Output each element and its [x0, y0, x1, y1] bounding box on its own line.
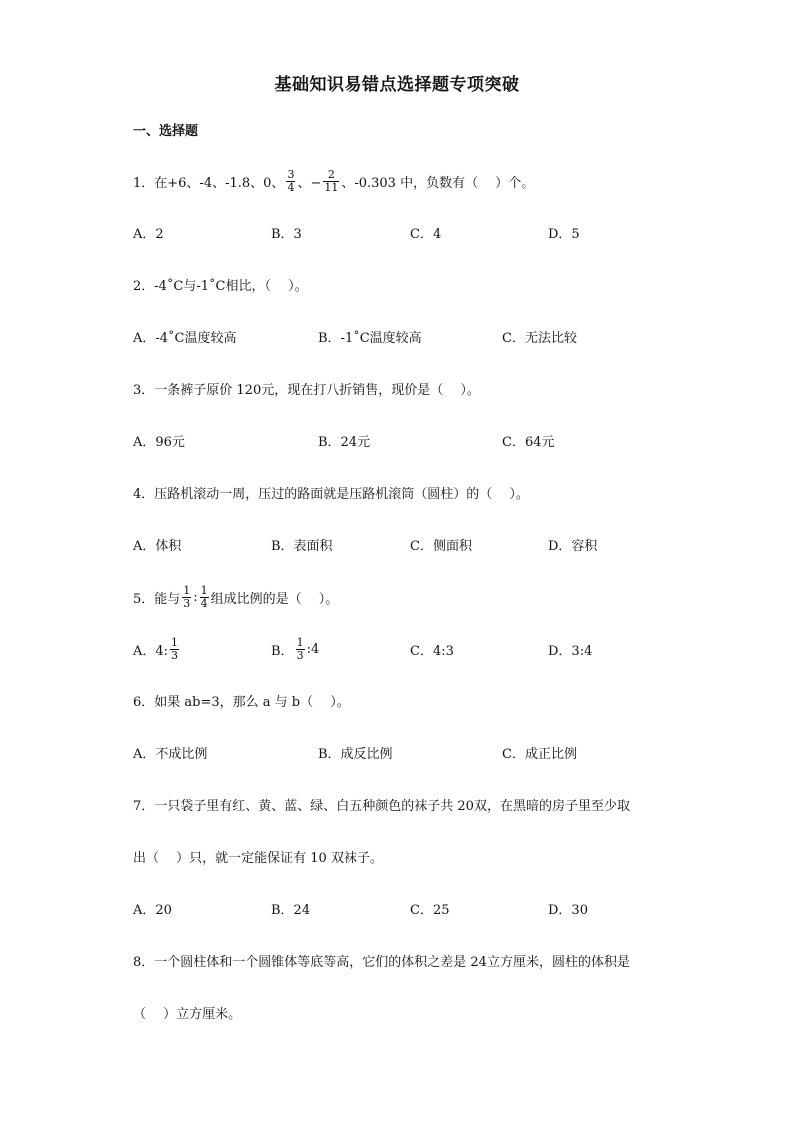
question-6-options — [133, 740, 693, 764]
fraction-2-11: $\frac{2}{11}$ — [324, 167, 339, 194]
fraction-3-4: $\frac{3}{4}$ — [287, 167, 295, 194]
q1-option-d[interactable]: D．5 — [548, 226, 580, 242]
q5-option-c[interactable]: C．4:3 — [410, 643, 454, 659]
page-title: 基础知识易错点选择题专项突破 — [274, 75, 520, 95]
question-4: 4．压路机滚动一周，压过的路面就是压路机滚筒（圆柱）的（ ）。 — [133, 486, 529, 502]
q2-option-c[interactable]: C．无法比较 — [502, 330, 577, 346]
question-8-line-2: （ ）立方厘米。 — [133, 1006, 242, 1022]
q6-option-b[interactable]: B．成反比例 — [318, 746, 393, 762]
q5-option-d[interactable]: D．3:4 — [548, 643, 593, 659]
q7-option-c[interactable]: C．25 — [410, 902, 450, 918]
q1-option-c[interactable]: C．4 — [410, 226, 442, 242]
fraction-1-3: $\frac{1}{3}$ — [296, 635, 304, 662]
question-5-options — [133, 634, 693, 664]
q5-option-a[interactable]: A．4: $\frac{1}{3}$ — [133, 635, 179, 662]
q2-option-a[interactable]: A．-4˚C温度较高 — [133, 330, 237, 346]
q4-option-d[interactable]: D．容积 — [548, 538, 598, 554]
q1-prefix: 1．在+6、-4、-1.8、0、 — [133, 175, 285, 191]
question-1-options — [133, 220, 693, 244]
question-3: 3．一条裤子原价 120元，现在打八折销售，现价是（ ）。 — [133, 382, 480, 398]
q2-option-b[interactable]: B．-1˚C温度较高 — [318, 330, 422, 346]
question-2-options — [133, 324, 693, 348]
q4-option-c[interactable]: C．侧面积 — [410, 538, 472, 554]
q4-option-b[interactable]: B．表面积 — [271, 538, 333, 554]
q3-option-a[interactable]: A．96元 — [133, 434, 185, 450]
fraction-1-4: $\frac{1}{4}$ — [200, 583, 208, 610]
q6-option-a[interactable]: A．不成比例 — [133, 746, 208, 762]
q1-suffix: 、-0.303 中，负数有（ ）个。 — [341, 175, 535, 191]
q7-option-d[interactable]: D．30 — [548, 902, 588, 918]
question-5: 5．能与 $\frac{1}{3}$ : $\frac{1}{4}$ 组成比例的是（ ）。 — [133, 583, 339, 610]
question-6: 6．如果 ab=3，那么 a 与 b（ ）。 — [133, 694, 350, 710]
question-7-options — [133, 896, 693, 920]
q6-option-c[interactable]: C．成正比例 — [502, 746, 577, 762]
q5-option-b[interactable]: B． $\frac{1}{3}$ :4 — [271, 635, 320, 662]
q7-option-b[interactable]: B．24 — [271, 902, 311, 918]
question-4-options — [133, 532, 693, 556]
q1-option-a[interactable]: A．2 — [133, 226, 164, 242]
question-7-line-2: 出（ ）只，就一定能保证有 10 双袜子。 — [133, 850, 383, 866]
q4-option-a[interactable]: A．体积 — [133, 538, 182, 554]
question-3-options — [133, 428, 693, 452]
question-2: 2．-4˚C与-1˚C相比，（ ）。 — [133, 278, 308, 294]
q1-option-b[interactable]: B．3 — [271, 226, 302, 242]
q3-option-b[interactable]: B．24元 — [318, 434, 371, 450]
q7-option-a[interactable]: A．20 — [133, 902, 172, 918]
fraction-1-3: $\frac{1}{3}$ — [171, 635, 179, 662]
question-8-line-1: 8．一个圆柱体和一个圆锥体等底等高，它们的体积之差是 24立方厘米，圆柱的体积是 — [133, 954, 630, 970]
section-heading: 一、选择题 — [133, 124, 199, 139]
fraction-1-3: $\frac{1}{3}$ — [183, 583, 191, 610]
question-7-line-1: 7．一只袋子里有红、黄、蓝、绿、白五种颜色的袜子共 20双，在黑暗的房子里至少取 — [133, 798, 630, 814]
question-1 — [133, 166, 534, 196]
q1-mid: 、− — [297, 175, 322, 191]
q3-option-c[interactable]: C．64元 — [502, 434, 555, 450]
